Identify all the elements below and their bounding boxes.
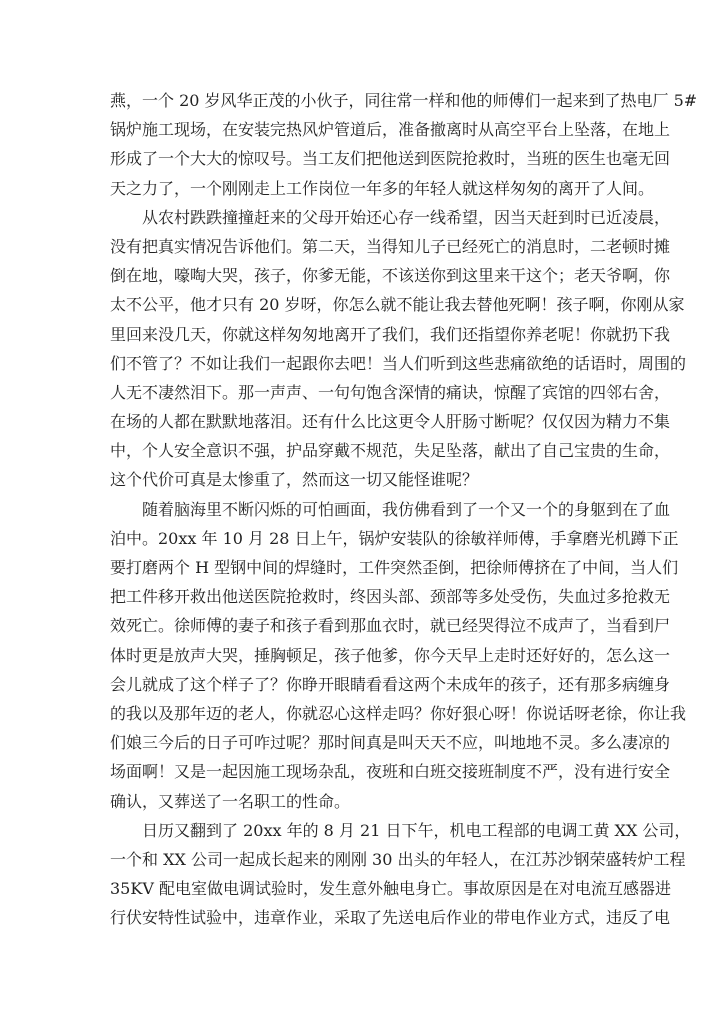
text-line: 会儿就成了这个样子了？你睁开眼睛看看这两个未成年的孩子，还有那多病缠身: [110, 674, 671, 694]
text-line: 场面啊！又是一起因施工现场杂乱，夜班和白班交接班制度不严，没有进行安全: [110, 762, 671, 782]
text-line: 燕，一个 20 岁风华正茂的小伙子，同往常一样和他的师傅们一起来到了热电厂 5#: [110, 91, 698, 110]
text-line: 太不公平，他才只有 20 岁呀，你怎么就不能让我去替他死啊！孩子啊，你刚从家: [110, 295, 685, 315]
text-line: 形成了一个大大的惊叹号。当工友们把他送到医院抢救时，当班的医生也毫无回: [110, 149, 671, 169]
text-line: 35KV 配电室做电调试验时，发生意外触电身亡。事故原因是在对电流互感器进: [110, 879, 671, 899]
paragraph: [110, 86, 698, 203]
text-line: 体时更是放声大哭，捶胸顿足，孩子他爹，你今天早上走时还好好的，怎么这一: [110, 645, 671, 665]
text-line: 这个代价可真是太惨重了，然而这一切又能怪谁呢？: [110, 470, 479, 490]
text-line: 们不管了？不如让我们一起跟你去吧！当人们听到这些悲痛欲绝的话语时，周围的: [110, 353, 687, 373]
text-line: 效死亡。徐师傅的妻子和孩子看到那血衣时，就已经哭得泣不成声了，当看到尸: [110, 616, 671, 636]
text-line: 泊中。20xx 年 10 月 28 日上午，锅炉安装队的徐敏祥师傅，手拿磨光机蹲下正: [110, 528, 679, 548]
paragraph: [110, 203, 687, 495]
text-line: 把工件移开救出他送医院抢救时，终因头部、颈部等多处受伤，失血过多抢救无: [110, 587, 671, 607]
text-line: 日历又翻到了 20xx 年的 8 月 21 日下午，机电工程部的电调工黄 XX 公司，: [142, 820, 691, 840]
document-body: [110, 86, 698, 932]
text-line: 从农村跌跌撞撞赶来的父母开始还心存一线希望，因当天赶到时已近凌晨，: [142, 207, 671, 227]
text-line: 里回来没几天，你就这样匆匆地离开了我们，我们还指望你养老呢！你就扔下我: [110, 324, 671, 344]
text-line: 在场的人都在默默地落泪。还有什么比这更令人肝肠寸断呢？仅仅因为精力不集: [110, 412, 671, 432]
paragraph: [110, 816, 691, 933]
text-line: 没有把真实情况告诉他们。第二天，当得知儿子已经死亡的消息时，二老顿时摊: [110, 236, 671, 256]
text-line: 中，个人安全意识不强，护品穿戴不规范，失足坠落，献出了自己宝贵的生命，: [110, 441, 671, 461]
text-line: 一个和 XX 公司一起成长起来的刚刚 30 出头的年轻人，在江苏沙钢荣盛转炉工程: [110, 849, 686, 869]
text-line: 确认，又葬送了一名职工的性命。: [110, 791, 351, 811]
text-line: 锅炉施工现场，在安装完热风炉管道后，准备撤离时从高空平台上坠落，在地上: [110, 120, 671, 140]
text-line: 们娘三今后的日子可咋过呢？那时间真是叫天天不应，叫地地不灵。多么凄凉的: [110, 733, 671, 753]
text-line: 天之力了，一个刚刚走上工作岗位一年多的年轻人就这样匆匆的离开了人间。: [110, 178, 655, 198]
paragraph: [110, 495, 687, 816]
text-line: 要打磨两个 H 型钢中间的焊缝时，工件突然歪倒，把徐师傅挤在了中间，当人们: [110, 558, 679, 577]
text-line: 的我以及那年迈的老人，你就忍心这样走吗？你好狠心呀！你说话呀老徐，你让我: [110, 703, 687, 723]
text-line: 行伏安特性试验中，违章作业，采取了先送电后作业的带电作业方式，违反了电: [110, 908, 671, 928]
text-line: 人无不凄然泪下。那一声声、一句句饱含深情的痛诀，惊醒了宾馆的四邻右舍，: [110, 382, 671, 402]
text-line: 倒在地，嚎啕大哭，孩子，你爹无能，不该送你到这里来干这个；老天爷啊，你: [110, 266, 671, 286]
text-line: 随着脑海里不断闪烁的可怕画面，我仿佛看到了一个又一个的身躯到在了血: [142, 499, 671, 519]
